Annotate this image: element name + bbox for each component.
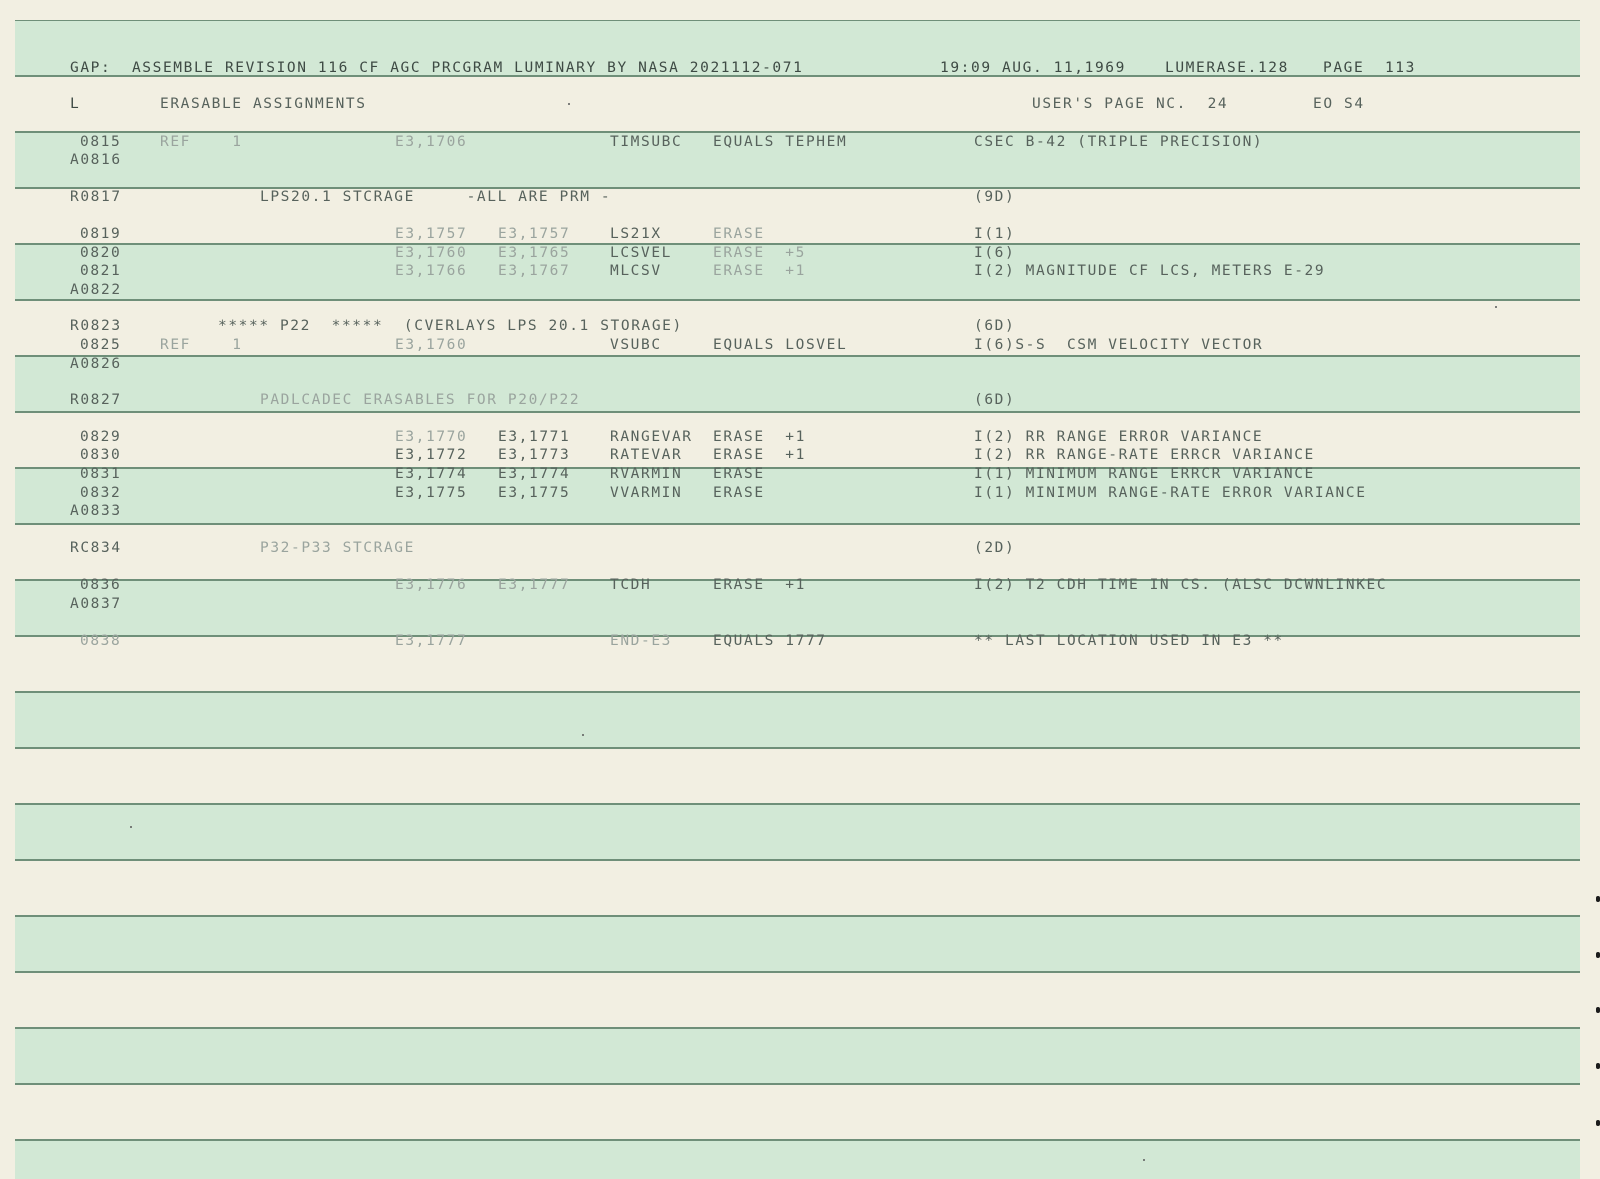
operation: ERASE +1 — [713, 447, 806, 463]
address: E3,1772 — [395, 447, 468, 463]
comment: I(1) MINIMUM RANGE ERRCR VARIANCE — [974, 466, 1315, 482]
green-bar — [15, 356, 1580, 412]
symbol-label: RANGEVAR — [610, 429, 693, 445]
address: E3,1760 — [395, 245, 468, 261]
edge-punch-mark — [1596, 1063, 1600, 1069]
operation: ERASE +1 — [713, 263, 806, 279]
group-heading: P32-P33 STCRAGE — [260, 540, 415, 556]
users-page-number: USER'S PAGE NC. 24 — [1032, 96, 1229, 112]
plain-bar — [15, 748, 1580, 804]
ink-speck — [1495, 306, 1497, 308]
group-heading: LPS20.1 STCRAGE -ALL ARE PRM - — [260, 189, 612, 205]
symbol-label: LS21X — [610, 226, 662, 242]
comment: I(1) — [974, 226, 1016, 242]
line-number: A0816 — [70, 152, 122, 168]
comment: I(6) — [974, 245, 1016, 261]
plain-bar — [15, 188, 1580, 244]
comment: (2D) — [974, 540, 1016, 556]
section-title: ERASABLE ASSIGNMENTS — [160, 96, 367, 112]
line-number: A0837 — [70, 596, 122, 612]
address: E3,1760 — [395, 337, 468, 353]
line-number: 0819 — [80, 226, 122, 242]
line-number: R0817 — [70, 189, 122, 205]
comment: I(2) RR RANGE-RATE ERRCR VARIANCE — [974, 447, 1315, 463]
ref-count: REF 1 — [160, 134, 243, 150]
line-number: 0815 — [80, 134, 122, 150]
address: E3,1706 — [395, 134, 468, 150]
symbol-label: VSUBC — [610, 337, 662, 353]
symbol-label: VVARMIN — [610, 485, 683, 501]
comment: I(6)S-S CSM VELOCITY VECTOR — [974, 337, 1264, 353]
address: E3,1776 — [395, 577, 468, 593]
address: E3,1775 — [395, 485, 468, 501]
ink-speck — [568, 103, 570, 105]
green-bar — [15, 804, 1580, 860]
section-code: EO S4 — [1313, 96, 1365, 112]
ink-speck — [582, 734, 584, 736]
green-bar — [15, 1028, 1580, 1084]
plain-bar — [15, 1084, 1580, 1140]
line-number: 0832 — [80, 485, 122, 501]
ink-speck — [130, 826, 132, 828]
symbol-label: RVARMIN — [610, 466, 683, 482]
address: E3,1774 — [498, 466, 571, 482]
green-bar — [15, 1140, 1580, 1179]
line-number: A0833 — [70, 503, 122, 519]
address: E3,1770 — [395, 429, 468, 445]
line-number: 0821 — [80, 263, 122, 279]
symbol-label: MLCSV — [610, 263, 662, 279]
line-number: A0822 — [70, 282, 122, 298]
address: E3,1757 — [498, 226, 571, 242]
plain-bar — [15, 524, 1580, 580]
operation: ERASE — [713, 466, 765, 482]
symbol-label: TIMSUBC — [610, 134, 683, 150]
symbol-label: END-E3 — [610, 633, 672, 649]
line-number: 0829 — [80, 429, 122, 445]
comment: (6D) — [974, 318, 1016, 334]
edge-punch-mark — [1596, 1120, 1600, 1126]
header-title: GAP: ASSEMBLE REVISION 116 CF AGC PRCGRAM LUMINARY BY NASA 2021112-071 — [70, 60, 804, 76]
comment: I(2) MAGNITUDE CF LCS, METERS E-29 — [974, 263, 1326, 279]
address: E3,1766 — [395, 263, 468, 279]
address: E3,1777 — [498, 577, 571, 593]
operation: ERASE +1 — [713, 429, 806, 445]
line-number: 0820 — [80, 245, 122, 261]
operation: EQUALS LOSVEL — [713, 337, 848, 353]
operation: ERASE +1 — [713, 577, 806, 593]
line-number: 0831 — [80, 466, 122, 482]
address: E3,1774 — [395, 466, 468, 482]
operation: EQUALS TEPHEM — [713, 134, 848, 150]
header-file: LUMERASE.128 — [1165, 60, 1289, 76]
address: E3,1757 — [395, 226, 468, 242]
line-number: R0827 — [70, 392, 122, 408]
line-number: 0825 — [80, 337, 122, 353]
plain-bar — [15, 972, 1580, 1028]
address: E3,1775 — [498, 485, 571, 501]
symbol-label: RATEVAR — [610, 447, 683, 463]
group-heading: ***** P22 ***** (CVERLAYS LPS 20.1 STORAGE) — [218, 318, 683, 334]
green-bar — [15, 692, 1580, 748]
subheader-marker: L — [70, 96, 81, 112]
address: E3,1777 — [395, 633, 468, 649]
comment: CSEC B-42 (TRIPLE PRECISION) — [974, 134, 1264, 150]
comment: I(2) T2 CDH TIME IN CS. (ALSC DCWNLINKEC — [974, 577, 1388, 593]
line-number: 0830 — [80, 447, 122, 463]
operation: ERASE — [713, 485, 765, 501]
edge-punch-mark — [1596, 896, 1600, 902]
green-bar — [15, 916, 1580, 972]
comment: (6D) — [974, 392, 1016, 408]
operation: ERASE +5 — [713, 245, 806, 261]
line-number: A0826 — [70, 356, 122, 372]
edge-punch-mark — [1596, 952, 1600, 958]
comment: (9D) — [974, 189, 1016, 205]
group-heading: PADLCADEC ERASABLES FOR P20/P22 — [260, 392, 581, 408]
comment: I(1) MINIMUM RANGE-RATE ERROR VARIANCE — [974, 485, 1367, 501]
ref-count: REF 1 — [160, 337, 243, 353]
ink-speck — [1143, 1159, 1145, 1161]
symbol-label: LCSVEL — [610, 245, 672, 261]
line-number: RC834 — [70, 540, 122, 556]
plain-bar — [15, 860, 1580, 916]
operation: ERASE — [713, 226, 765, 242]
line-number: 0838 — [80, 633, 122, 649]
symbol-label: TCDH — [610, 577, 652, 593]
comment: ** LAST LOCATION USED IN E3 ** — [974, 633, 1284, 649]
edge-punch-mark — [1596, 1007, 1600, 1013]
address: E3,1773 — [498, 447, 571, 463]
address: E3,1767 — [498, 263, 571, 279]
address: E3,1771 — [498, 429, 571, 445]
header-datetime: 19:09 AUG. 11,1969 — [940, 60, 1126, 76]
operation: EQUALS 1777 — [713, 633, 827, 649]
line-number: 0836 — [80, 577, 122, 593]
header-page: PAGE 113 — [1323, 60, 1416, 76]
address: E3,1765 — [498, 245, 571, 261]
comment: I(2) RR RANGE ERROR VARIANCE — [974, 429, 1264, 445]
line-number: R0823 — [70, 318, 122, 334]
